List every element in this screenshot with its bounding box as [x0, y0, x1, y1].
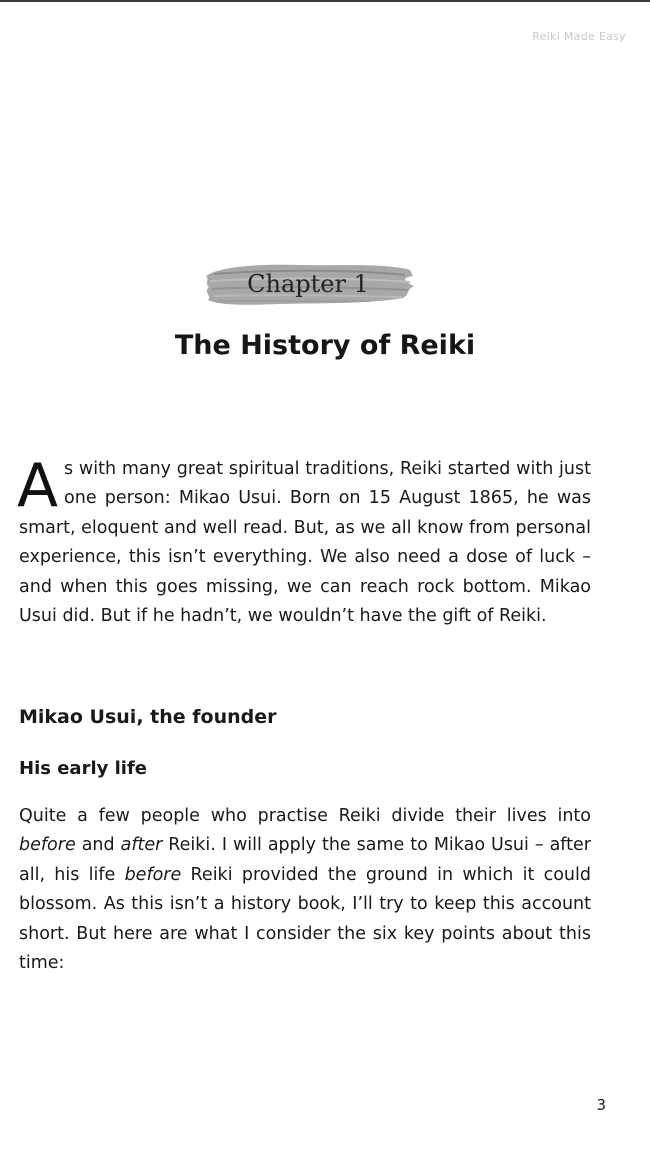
body-text-2: and: [75, 835, 121, 856]
chapter-badge: [200, 256, 416, 312]
body-emphasis-1: before: [19, 835, 76, 856]
intro-paragraph: [17, 451, 591, 631]
body-text-4: Reiki provided the ground in which it could blossom. As this isn’t a history book, I’ll try to keep this account short. But here are what I consider the six key points about this time:: [19, 864, 591, 974]
chapter-title: The History of Reiki: [174, 330, 476, 361]
subsection-heading: His early life: [19, 758, 147, 779]
page-number: 3: [596, 1096, 606, 1114]
body-text-1: Quite a few people who practise Reiki divide their lives into: [19, 806, 591, 826]
intro-text: s with many great spiritual traditions, Reiki started with just one person: Mikao Usui. Born on 15 August 1865, he was smart, eloquent and well read. But, as we all know from personal experience, this isn’t everything. We also need a dose of luck – and when this goes missing, we can reach rock bottom. Mikao Usui did. But if he hadn’t, we wouldn’t have the gift of Reiki.: [19, 459, 591, 627]
chapter-label: Chapter 1: [247, 270, 369, 298]
running-head: Reiki Made Easy: [532, 30, 626, 43]
body-paragraph: [19, 802, 591, 978]
body-emphasis-2: after: [120, 835, 163, 856]
section-heading: Mikao Usui, the founder: [19, 706, 277, 728]
body-text-3: Reiki. I will apply the same to Mikao Usui – after all, his life: [19, 835, 591, 885]
body-emphasis-3: before: [124, 864, 182, 885]
drop-cap: A: [17, 451, 59, 521]
top-border: [0, 0, 650, 2]
